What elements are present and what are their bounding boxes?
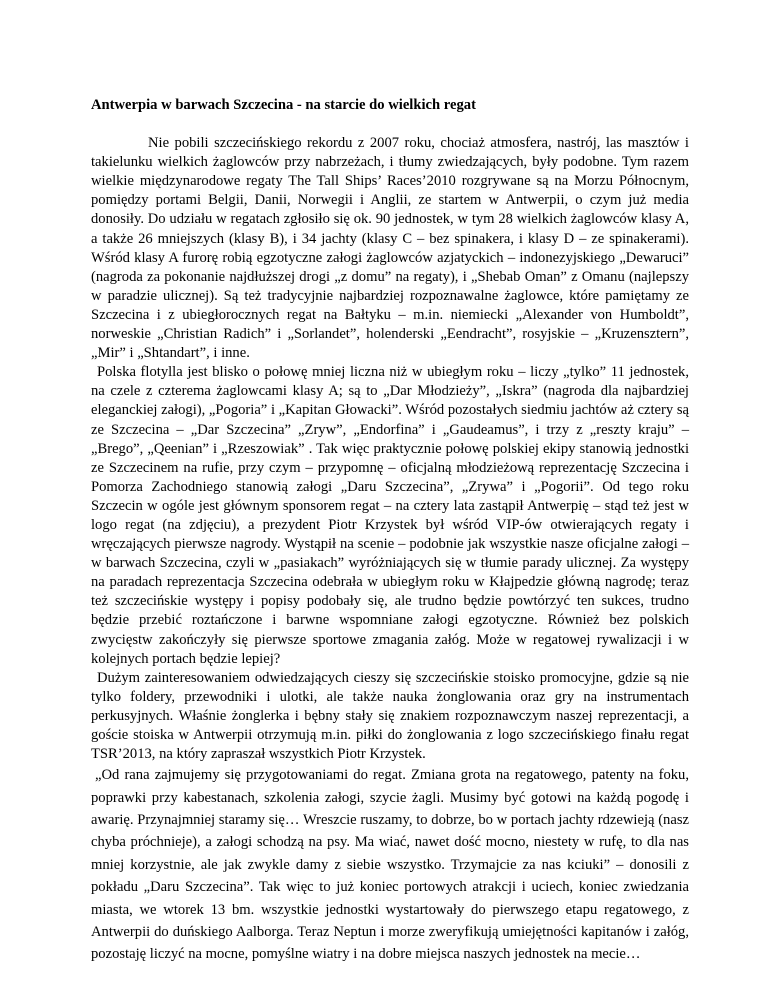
paragraph-1: Nie pobili szczecińskiego rekordu z 2007 roku, chociaż atmosfera, nastrój, las masztów i takielunku wielkich żaglowców przy nabrzeżach, i tłumy zwiedzających, były podobne. Tym razem wielkie międzynarodowe regaty The Tall Ships’ Races’2010 rozgrywane są na Morzu Północnym, pomiędzy portami Belgii, Danii, Norwegii i Anglii, ze startem w Antwerpii, o czym już media donosiły. Do udziału w regatach zgłosiło się ok. 90 jednostek, w tym 28 wielkich żaglowców klasy A, a także 26 mniejszych (klasy B), i 34 jachty (klasy C – bez spinakera, i klasy D – ze spinakerami). Wśród klasy A furorę robią egzotyczne załogi żaglowców azjatyckich – indonezyjskiego „Dewaruci” (nagroda za pokonanie najdłuższej drogi „z domu” na regaty), i „Shebab Oman” z Omanu (najlepszy w paradzie ulicznej). Są też tradycyjnie najbardziej rozpoznawalne żaglowce, które pamiętamy ze Szczecina i z ubiegłorocznych regat na Bałtyku – m.in. niemiecki „Alexander von Humboldt”, norweskie „Christian Radich” i „Sorlandet”, holenderski „Eendracht”, rosyjskie – „Kruzensztern”, „Mir” i „Shtandart”, i inne.: [91, 135, 689, 362]
paragraph-3: Dużym zainteresowaniem odwiedzających cieszy się szczecińskie stoisko promocyjne, gdzie są nie tylko foldery, przewodniki i ulotki, ale także nauka żonglowania oraz gry na instrumentach perkusyjnych. Właśnie żonglerka i bębny stały się znakiem rozpoznawczym naszej reprezentacji, a goście stoiska w Antwerpii otrzymują m.in. piłki do żonglowania z logo szczecińskiego finału regat TSR’2013, na który zapraszał wszystkich Piotr Krzystek.: [91, 669, 689, 763]
paragraph-2: Polska flotylla jest blisko o połowę mniej liczna niż w ubiegłym roku – liczy „tylko” 11 jednostek, na czele z czterema żaglowcami klasy A; są to „Dar Młodzieży”, „Iskra” (nagroda dla najbardziej eleganckiej załogi), „Pogoria” i „Kapitan Głowacki”. Wśród pozostałych siedmiu jachtów aż cztery są ze Szczecina – „Dar Szczecina” „Zryw”, „Endorfina” i „Gaudeamus”, i trzy z „reszty kraju” – „Brego”, „Qeenian” i „Rzeszowiak” . Tak więc praktycznie połowę polskiej ekipy stanowią jednostki ze Szczecinem na rufie, przy czym – przypomnę – oficjalną młodzieżową reprezentację Szczecina i Pomorza Zachodniego stanowią załogi „Daru Szczecina”, „Zrywa” i „Pogorii”. Od tego roku Szczecin w ogóle jest głównym sponsorem regat – na cztery lata zastąpił Antwerpię – stąd też jest w logo regat (na zdjęciu), a prezydent Piotr Krzystek był wśród VIP-ów otwierających regaty i wręczających pierwsze nagrody. Wystąpił na scenie – podobnie jak wszystkie nasze oficjalne załogi – w barwach Szczecina, czyli w „pasiakach” wyróżniających się w tłumie parady ulicznej. Za występy na paradach reprezentacja Szczecina odebrała w ubiegłym roku w Kłajpedzie główną nagrodę; teraz też szczecińskie występy i popisy podobały się, ale trudno będzie powtórzyć ten sukces, trudno będzie przebić roztańczone i barwne wspomniane załogi egzotyczne. Również bez polskich zwycięstw zakończyły się pierwsze sportowe zmagania załóg. Może w regatowej rywalizacji i w kolejnych portach będzie lepiej?: [91, 364, 689, 667]
document-title: Antwerpia w barwach Szczecina - na starcie do wielkich regat: [91, 97, 476, 113]
document-page: [91, 96, 689, 966]
paragraph-4: „Od rana zajmujemy się przygotowaniami do regat. Zmiana grota na regatowego, patenty na foku, poprawki przy kabestanach, szkolenia załogi, szycie żagli. Musimy być gotowi na każdą pogodę i awarię. Przynajmniej staramy się… Wreszcie ruszamy, to dobrze, bo w portach jachty rdzewieją (nasz chyba próchnieje), a załogi schodzą na psy. Ma wiać, nawet dość mocno, niestety w rufę, to dla nas mniej korzystnie, ale jak zwykle damy z siebie wszystko. Trzymajcie za nas kciuki” – donosili z pokładu „Daru Szczecina”. Tak więc to już koniec portowych atrakcji i uciech, koniec zwiedzania miasta, we wtorek 13 bm. wszystkie jednostki wystartowały do pierwszego etapu regatowego, z Antwerpii do duńskiego Aalborga. Teraz Neptun i morze zweryfikują umiejętności kapitanów i załóg, pozostaję liczyć na mocne, pomyślne wiatry i na dobre miejsca naszych jednostek na mecie…: [91, 767, 689, 963]
